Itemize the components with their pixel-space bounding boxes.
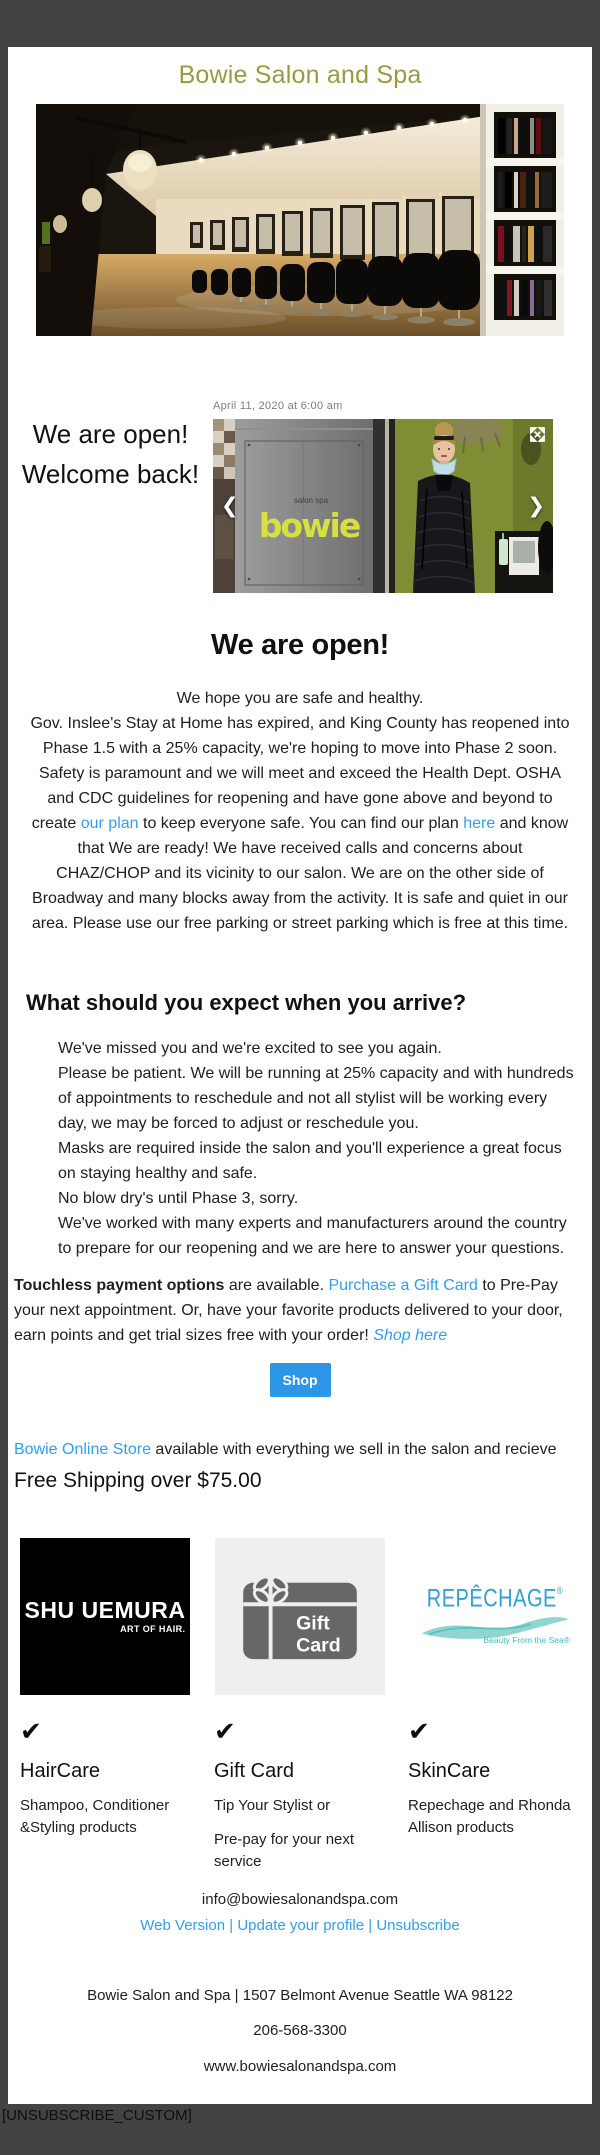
bowie-logo-small-text: salon spa (293, 496, 329, 505)
feature-haircare (20, 1717, 192, 1873)
carousel-column (213, 400, 565, 593)
product-tiles (20, 1538, 580, 1695)
feature-desc: Tip Your Stylist or (214, 1797, 331, 1814)
website-url: www.bowiesalonandspa.com (203, 2058, 397, 2075)
carousel-image (213, 419, 553, 593)
address-line: Bowie Salon and Spa | 1507 Belmont Avenue Seattle WA 98122 (87, 1987, 513, 2004)
online-store-text: available with everything we sell in the salon and recieve (150, 1441, 557, 1458)
shop-here-link[interactable]: Shop here (373, 1327, 448, 1344)
free-shipping-text: Free Shipping over $75.00 (14, 1469, 262, 1492)
expand-icon[interactable] (530, 427, 545, 442)
list-item: No blow dry's until Phase 3, sorry. (58, 1190, 299, 1207)
open-heading: We are open! (211, 629, 389, 661)
repechage-tile[interactable] (410, 1538, 580, 1695)
intro-text-c: and know that We are ready! We have received calls and concerns about CHAZ/CHOP and its vicinity to our salon. We are on the other side of Broadway and many blocks away from the activity. It is safe and quiet in our area. Please use our free parking or street parking which is free at this time. (31, 815, 569, 932)
expect-heading: What should you expect when you arrive? (26, 990, 467, 1015)
shu-uemura-brand-text: SHU UEMURA (24, 1597, 186, 1623)
gift-card-icon (241, 1569, 359, 1665)
intro-body (30, 711, 570, 936)
payment-text-a: are available. (224, 1277, 329, 1294)
check-icon: ✔ (214, 1717, 236, 1747)
feature-title: Gift Card (214, 1760, 295, 1782)
list-item: Please be patient. We will be running at 25% capacity and with hundreds of appointments to reschedule and not all stylist will be working every day, we may be forced to adjust or reschedule you. (58, 1065, 574, 1132)
email-card (8, 47, 592, 2104)
repechage-brand-text: REPÊCHAGE® (426, 1584, 564, 1613)
payment-text-b: to Pre-Pay your next appointment. Or, have your favorite products delivered to your door, earn points and get trial sizes free with your order! (14, 1277, 563, 1344)
carousel-prev-button[interactable]: ❮ (221, 493, 239, 518)
here-link[interactable]: here (463, 815, 496, 832)
intro-text-a: Gov. Inslee's Stay at Home has expired, and King County has reopened into Phase 1.5 with a 25% capacity, we're hoping to move into Phase 2 soon. Safety is paramount and we will meet and exceed the Health Dept. OSHA and CDC guidelines for reopening and have gone above and beyond to create (30, 715, 570, 832)
feature-gift-card (214, 1717, 386, 1873)
purchase-gift-card-link[interactable]: Purchase a Gift Card (328, 1277, 478, 1294)
online-store-line (14, 1437, 586, 1462)
web-version-link[interactable]: Web Version (140, 1917, 226, 1934)
gift-card-text-line1: Gift (296, 1612, 330, 1635)
unsubscribe-link[interactable]: Unsubscribe (376, 1917, 460, 1934)
contact-email: info@bowiesalonandspa.com (201, 1891, 399, 1908)
feature-desc: Shampoo, Conditioner &Styling products (20, 1797, 170, 1836)
welcome-text (8, 400, 213, 593)
welcome-line-1: We are open! (32, 419, 189, 449)
list-item: Masks are required inside the salon and you'll experience a great focus on staying healthy and safe. (58, 1140, 562, 1182)
footer (8, 1889, 592, 2078)
feature-desc: Repechage and Rhonda Allison products (408, 1797, 571, 1836)
list-item: We've missed you and we're excited to see you again. (58, 1040, 442, 1057)
gift-card-tile[interactable] (215, 1538, 385, 1695)
online-store-link[interactable]: Bowie Online Store (14, 1441, 151, 1458)
intro-line-1: We hope you are safe and healthy. (176, 690, 424, 707)
feature-desc-2: Pre-pay for your next service (214, 1831, 355, 1870)
feature-skincare (408, 1717, 580, 1873)
link-separator: | (229, 1917, 234, 1934)
page-title: Bowie Salon and Spa (178, 61, 422, 89)
welcome-line-2: Welcome back! (21, 459, 200, 489)
shu-uemura-logo (25, 1599, 186, 1634)
gift-card-text-line2: Card (296, 1633, 341, 1656)
shop-button-row (8, 1363, 592, 1397)
our-plan-link[interactable]: our plan (80, 815, 139, 832)
link-separator: | (368, 1917, 373, 1934)
intro-text-b: to keep everyone safe. You can find our plan (138, 815, 464, 832)
unsubscribe-merge-tag: [UNSUBSCRIBE_CUSTOM] (2, 2107, 192, 2124)
shu-uemura-tagline: ART OF HAIR. (120, 1624, 186, 1634)
bowie-logo-text: bowie (258, 506, 360, 545)
welcome-row (8, 400, 592, 593)
check-icon: ✔ (408, 1717, 430, 1747)
payment-bold-text: Touchless payment options (14, 1277, 225, 1294)
shu-uemura-tile[interactable] (20, 1538, 190, 1695)
intro-paragraph (30, 686, 570, 936)
check-icon: ✔ (20, 1717, 42, 1747)
list-item: We've worked with many experts and manufacturers around the country to prepare for our reopening and we are here to answer your questions. (58, 1215, 567, 1257)
footer-links (8, 1915, 592, 1937)
shop-button[interactable]: Shop (270, 1363, 331, 1397)
storefront-photo (213, 419, 553, 593)
carousel-next-button[interactable]: ❯ (527, 493, 545, 518)
payment-paragraph (14, 1273, 586, 1348)
feature-title: SkinCare (408, 1760, 491, 1782)
phone-number: 206-568-3300 (253, 2022, 347, 2039)
carousel-caption: April 11, 2020 at 6:00 am (213, 400, 343, 412)
feature-title: HairCare (20, 1760, 101, 1782)
feature-columns (20, 1717, 580, 1873)
salon-interior-photo (36, 104, 564, 336)
update-profile-link[interactable]: Update your profile (237, 1917, 365, 1934)
expect-list (58, 1036, 580, 1261)
repechage-tagline: Beauty From the Sea® (483, 1634, 570, 1645)
